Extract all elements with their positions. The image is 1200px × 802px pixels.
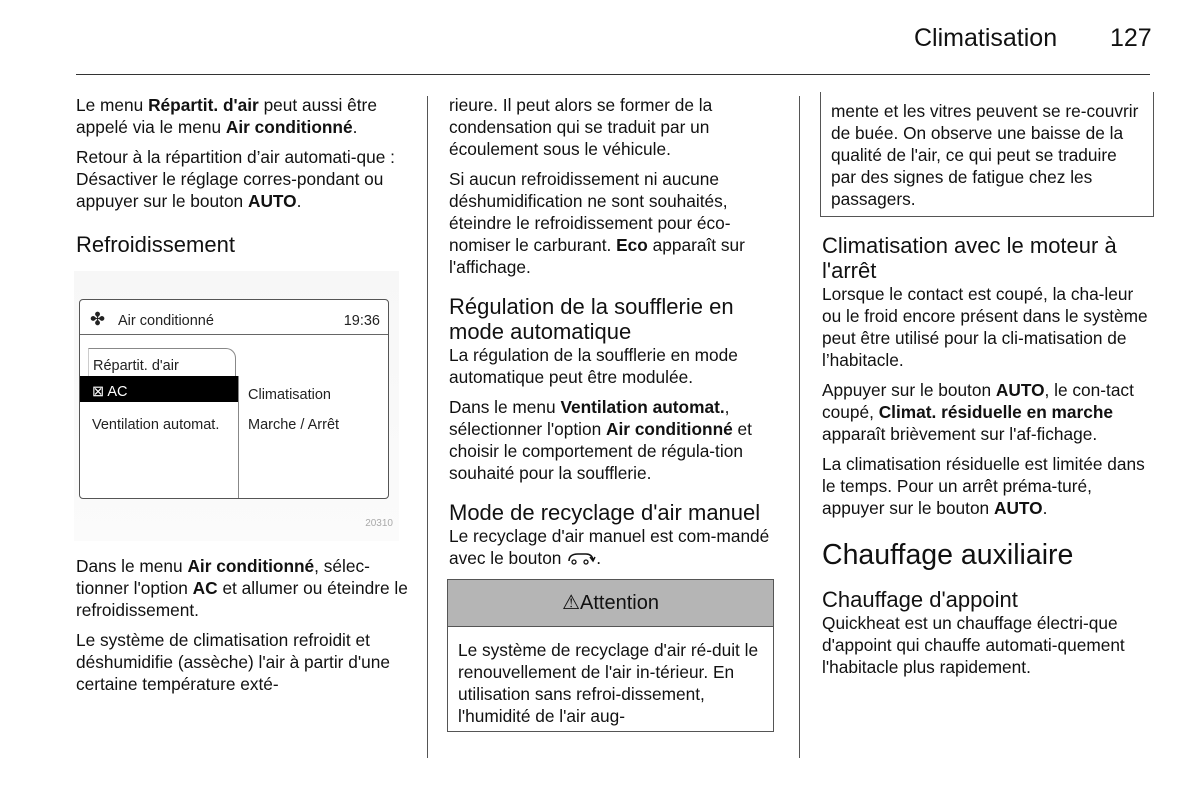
column-3 bbox=[822, 94, 1152, 686]
bold-term: Répartit. d'air bbox=[148, 95, 259, 115]
bold-term: Eco bbox=[616, 235, 648, 255]
text: . bbox=[352, 117, 358, 137]
bold-term: AUTO bbox=[993, 498, 1043, 518]
chapter-heading: Chauffage auxiliaire bbox=[822, 539, 1074, 571]
menu-value: Climatisation bbox=[248, 387, 331, 403]
text: La climatisation résiduelle est limitée dans le temps. Pour un arrêt préma-turé, appuyer sur le bouton bbox=[822, 454, 1145, 518]
column-2 bbox=[449, 94, 779, 732]
text: , le con-tact coupé, bbox=[822, 380, 1134, 422]
text: Si aucun refroidissement ni aucune déshumidification ne sont souhaités, éteindre le refroidissement pour éco-nomiser le carburant. bbox=[449, 169, 731, 255]
text: Dans le menu bbox=[76, 556, 188, 576]
column-divider bbox=[799, 96, 800, 758]
screen-rule bbox=[80, 334, 388, 335]
attention-body: Le système de recyclage d'air ré-duit le renouvellement de l'air in-térieur. En utilisation sans refroi-dissement, l'humidité de l'air aug- bbox=[458, 640, 759, 726]
text: , sélectionner l'option bbox=[449, 397, 730, 439]
text: apparaît sur l'affichage. bbox=[449, 235, 745, 277]
text: , sélec-tionner l'option bbox=[76, 556, 370, 598]
fan-icon: ✤ bbox=[90, 309, 106, 329]
paragraph bbox=[822, 379, 1152, 445]
header-rule bbox=[76, 74, 1150, 75]
column-1 bbox=[76, 94, 410, 703]
text: . bbox=[296, 191, 302, 211]
attention-box bbox=[447, 579, 774, 732]
text: Le menu bbox=[76, 95, 149, 115]
figure-id: 20310 bbox=[365, 518, 393, 529]
menu-item: Ventilation automat. bbox=[92, 417, 220, 433]
display-figure bbox=[74, 271, 399, 541]
paragraph bbox=[76, 94, 410, 138]
text: apparaît brièvement sur l'af-fichage. bbox=[822, 424, 1098, 444]
paragraph bbox=[76, 146, 410, 212]
menu-value: Marche / Arrêt bbox=[248, 417, 340, 433]
text: Retour à la répartition d’air automati-que : Désactiver le réglage corres-pondant ou appuyer sur le bouton bbox=[76, 147, 395, 211]
column-divider bbox=[427, 96, 428, 758]
attention-box-continued: mente et les vitres peuvent se re-couvrir de buée. On observe une baisse de la qualité de l'air, ce qui peut se traduire par des signes de fatigue chez les passagers. bbox=[820, 92, 1154, 217]
paragraph: Lorsque le contact est coupé, la cha-leur ou le froid encore présent dans le système peut être utilisé pour la cli-matisation de l’habitacle. bbox=[822, 284, 1148, 370]
bold-term: Climat. résiduelle en marche bbox=[878, 402, 1114, 422]
bold-term: AUTO bbox=[247, 191, 297, 211]
text: peut aussi être appelé via le menu bbox=[76, 95, 377, 137]
bold-term: Air conditionné bbox=[187, 556, 315, 576]
bold-term: AC bbox=[192, 578, 218, 598]
page-number: 127 bbox=[1110, 24, 1152, 52]
menu-tab bbox=[88, 348, 236, 377]
section-heading: Régulation de la soufflerie en mode automatique bbox=[449, 294, 734, 344]
display-screen bbox=[79, 299, 389, 499]
paragraph: Le système de climatisation refroidit et déshumidifie (assèche) l'air à partir d'une certaine température exté- bbox=[76, 630, 390, 694]
paragraph: Le recyclage d'air manuel est com-mandé avec le bouton . bbox=[449, 526, 770, 568]
bold-term: Ventilation automat. bbox=[560, 397, 725, 417]
screen-divider bbox=[238, 376, 239, 498]
section-heading: Mode de recyclage d'air manuel bbox=[449, 500, 761, 525]
screen-time: 19:36 bbox=[343, 313, 380, 329]
screen-title: Air conditionné bbox=[118, 313, 214, 329]
section-heading: Climatisation avec le moteur à l'arrêt bbox=[822, 233, 1117, 283]
paragraph: Quickheat est un chauffage électri-que d'appoint qui chauffe automati-quement l'habitacle plus rapidement. bbox=[822, 613, 1125, 677]
paragraph: rieure. Il peut alors se former de la condensation qui se traduit par un écoulement sous le véhicule. bbox=[449, 95, 713, 159]
text: et allumer ou éteindre le refroidissement. bbox=[76, 578, 408, 620]
section-heading: Chauffage d'appoint bbox=[822, 587, 1018, 612]
paragraph bbox=[822, 453, 1152, 519]
bold-term: Air conditionné bbox=[606, 419, 733, 439]
text: Le recyclage d'air manuel est com-mandé avec le bouton bbox=[449, 526, 770, 568]
menu-selected-item bbox=[80, 376, 238, 402]
bold-term: Air conditionné bbox=[225, 117, 353, 137]
paragraph: La régulation de la soufflerie en mode automatique peut être modulée. bbox=[449, 345, 738, 387]
paragraph bbox=[76, 555, 410, 621]
section-heading: Refroidissement bbox=[76, 232, 235, 257]
menu-tab-label: Répartit. d'air bbox=[93, 358, 179, 374]
text: et choisir le comportement de régula-tion souhaité pour la soufflerie. bbox=[449, 419, 752, 483]
attention-heading: ⚠Attention bbox=[448, 580, 773, 627]
running-header-title: Climatisation bbox=[914, 24, 1058, 52]
text: . bbox=[1042, 498, 1048, 518]
paragraph bbox=[449, 396, 779, 484]
text: Dans le menu bbox=[449, 397, 561, 417]
bold-term: AUTO bbox=[995, 380, 1045, 400]
paragraph bbox=[449, 168, 779, 278]
menu-selected-label: ⊠ AC bbox=[92, 384, 128, 400]
text: Appuyer sur le bouton bbox=[822, 380, 996, 400]
recirculation-icon bbox=[566, 551, 596, 565]
